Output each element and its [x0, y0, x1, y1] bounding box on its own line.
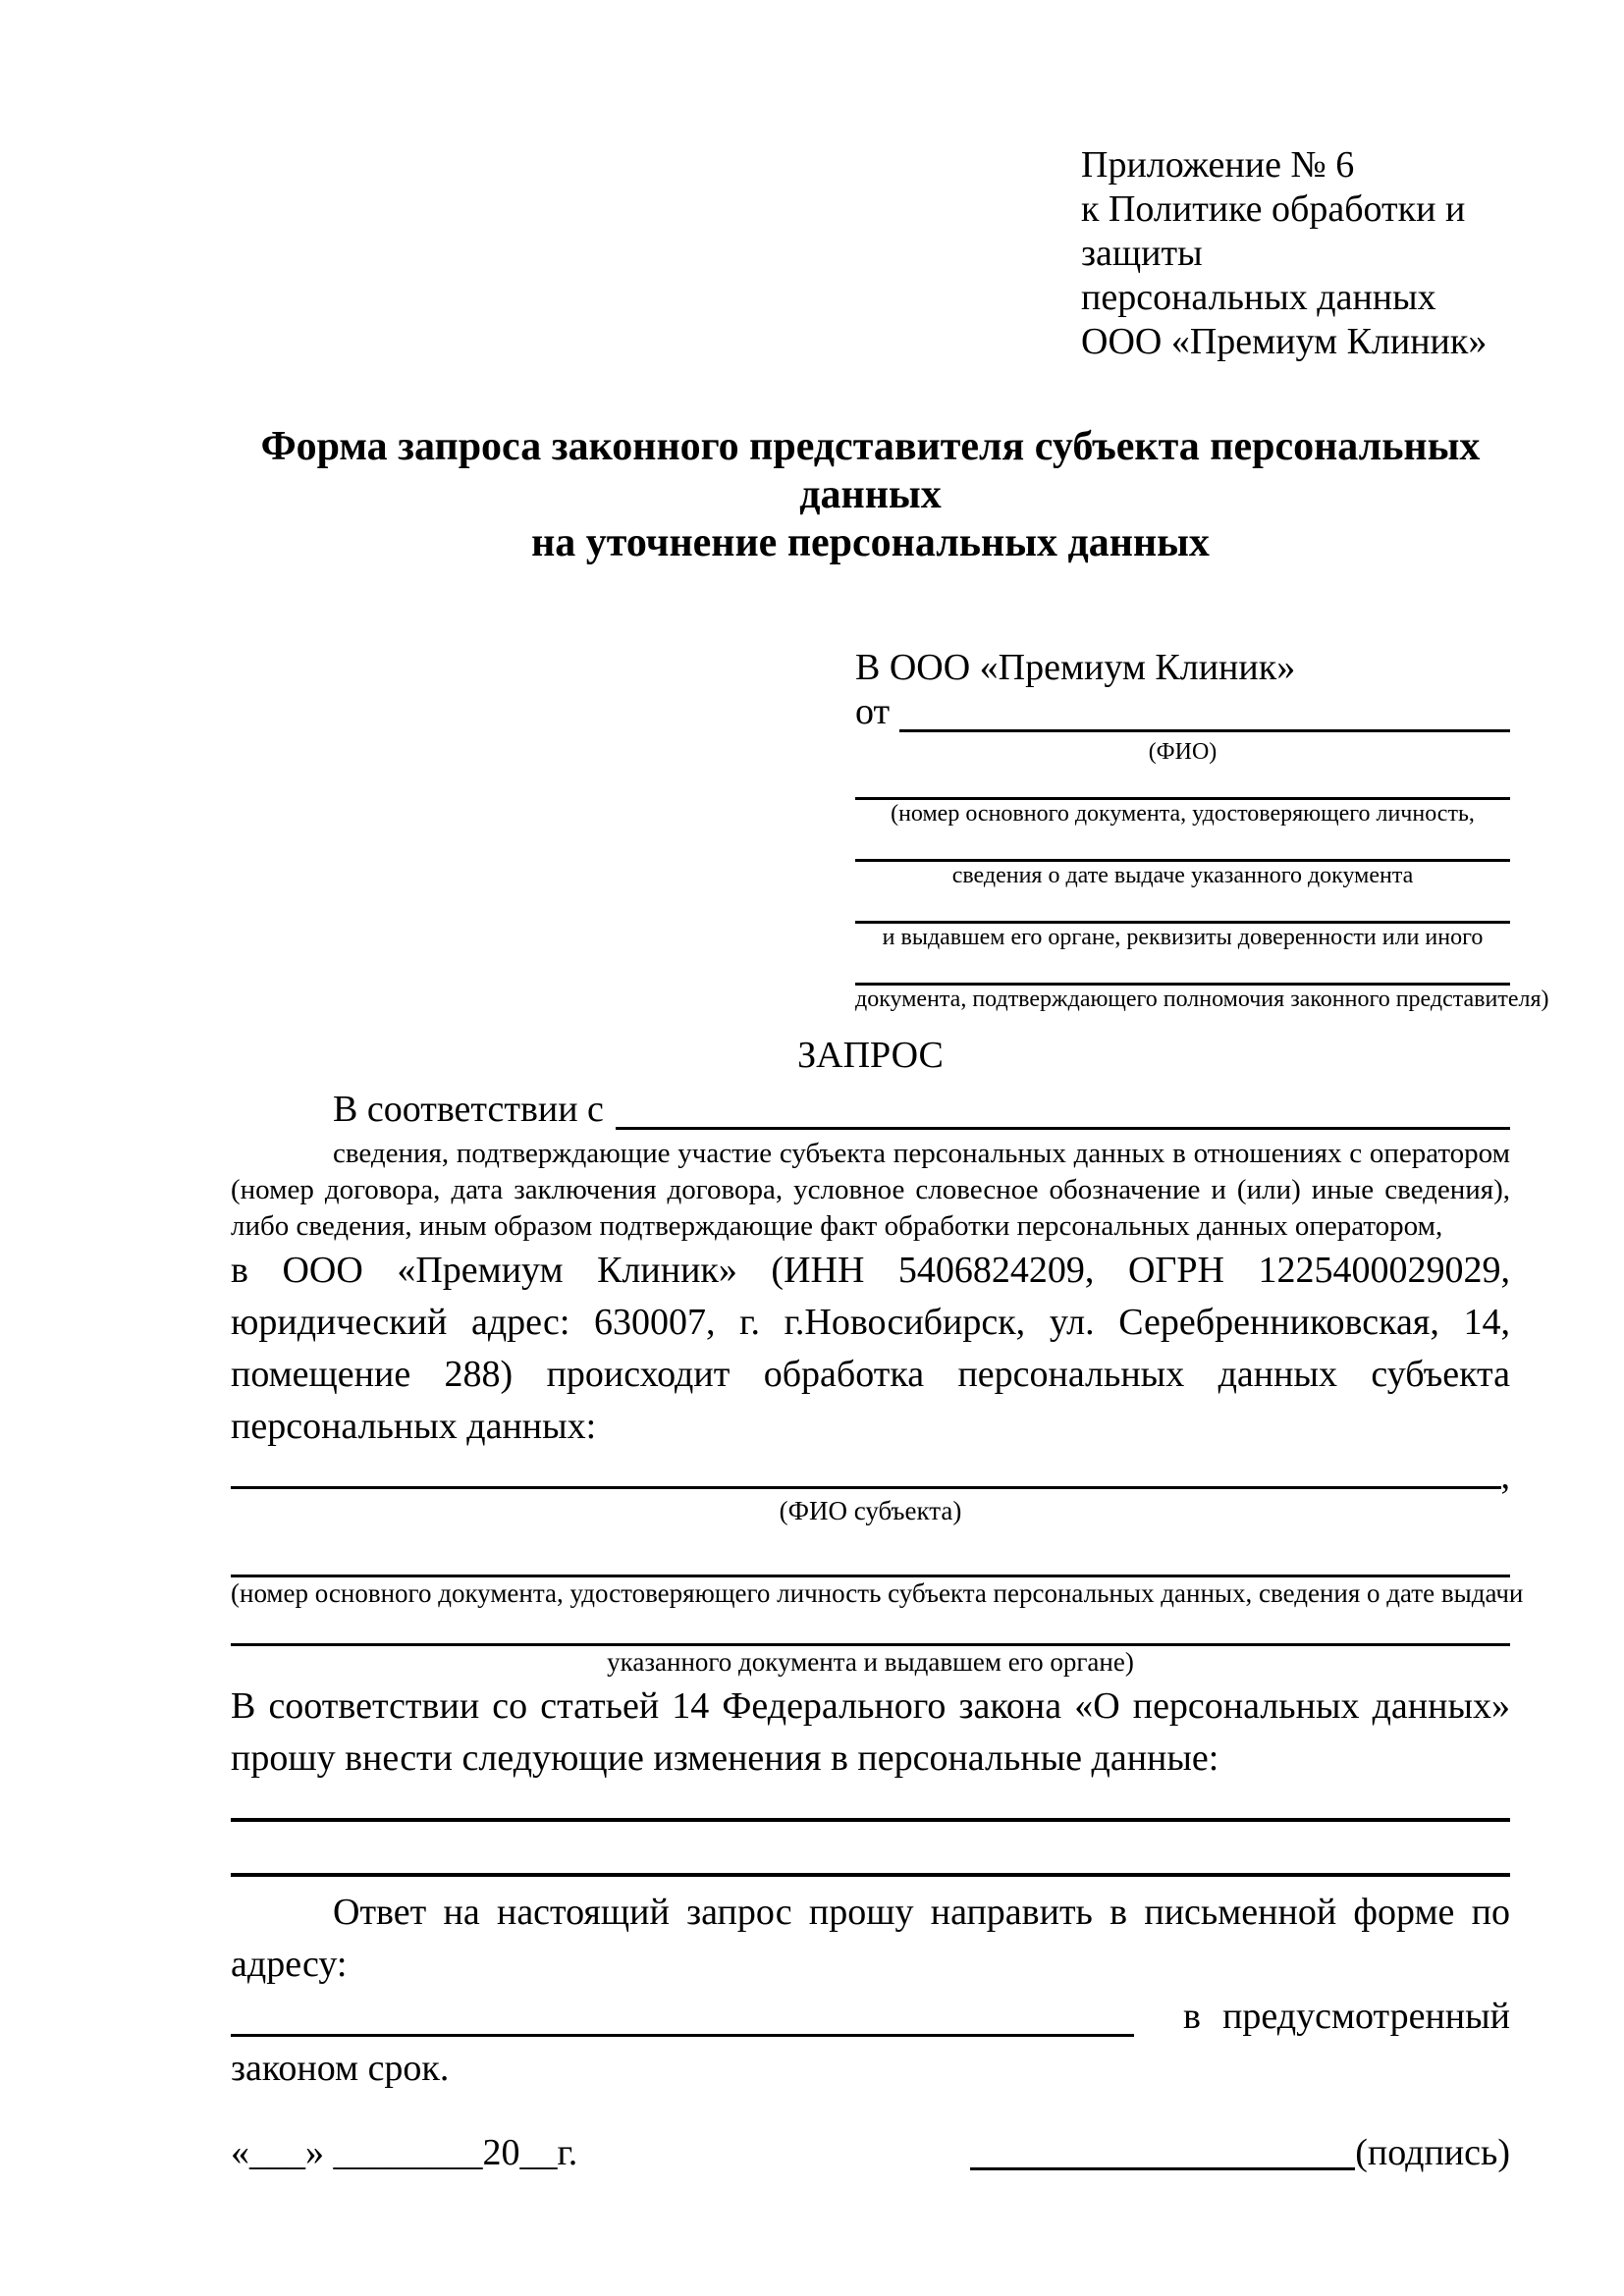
- subject-doc-fill-line: [231, 1610, 1510, 1646]
- date-blank: «___» ________20__г.: [231, 2132, 578, 2173]
- amendment-paragraph: В соответствии со статьей 14 Федерального закона «О персональных данных» прошу внести следующие изменения в персональные данные:: [231, 1685, 1510, 1779]
- signature-caption: (подпись): [1355, 2132, 1510, 2173]
- signature-group: [970, 2128, 1510, 2177]
- fio-caption: (ФИО): [1148, 739, 1218, 765]
- annex-header-line: персональных данных: [1081, 277, 1436, 318]
- basis-field-row: [231, 1088, 1510, 1136]
- reply-tail: [1134, 1991, 1510, 2043]
- representative-doc-fill-line: [855, 890, 1510, 924]
- form-title-line2: на уточнение персональных данных: [531, 520, 1210, 565]
- reply-sentence: Ответ на настоящий запрос прошу направить в письменной форме по адресу:: [231, 1892, 1510, 1985]
- trailing-comma: ,: [1500, 1456, 1510, 1497]
- changes-fill-line: [231, 1873, 1510, 1877]
- subject-doc-fill-line: [231, 1527, 1510, 1577]
- form-title-line1: Форма запроса законного представителя субъекта персональных данных: [260, 424, 1481, 517]
- representative-doc-caption: и выдавшем его органе, реквизиты доверенности или иного: [882, 925, 1484, 950]
- subject-fio-fill-line: [231, 1455, 1501, 1489]
- from-label: от: [855, 691, 891, 732]
- basis-lead-text: В соответствии с: [333, 1089, 604, 1130]
- date-signature-row: [231, 2128, 1510, 2177]
- subject-fio-field-row: [231, 1455, 1510, 1495]
- reply-tail-word: в: [1183, 1996, 1201, 2037]
- basis-fill-line: [616, 1088, 1510, 1130]
- representative-doc-caption: документа, подтверждающего полномочия законного представителя): [855, 987, 1549, 1012]
- subject-doc-caption-2: указанного документа и выдавшем его органе): [607, 1647, 1134, 1677]
- reply-tail-line2: законом срок.: [231, 2048, 450, 2089]
- representative-doc-fill-line: [855, 828, 1510, 862]
- annex-header: [1081, 143, 1510, 364]
- representative-doc-caption: (номер основного документа, удостоверяющего личность,: [891, 801, 1475, 827]
- form-title: [231, 423, 1510, 567]
- basis-footnote: сведения, подтверждающие участие субъекта персональных данных в отношениях с оператором (номер договора, дата заключения договора, условное словесное обозначение и (или) иные сведения), либо сведения, иным образом подтверждающие факт обработки персональных данных оператором,: [231, 1138, 1510, 1242]
- annex-header-line: Приложение № 6: [1081, 144, 1355, 186]
- operator-paragraph: в ООО «Премиум Клиник» (ИНН 5406824209, ОГРН 1225400029029, юридический адрес: 630007, г. г.Новосибирск, ул. Серебренниковская, 14, помещение 288) происходит обработка персональных данных субъекта персональных данных:: [231, 1250, 1510, 1447]
- representative-doc-fill-line: [855, 767, 1510, 800]
- subject-doc-caption-1: (номер основного документа, удостоверяющего личность субъекта персональных данных, сведения о дате выдачи: [231, 1578, 1524, 1608]
- from-field-row: [855, 690, 1510, 738]
- annex-header-line: к Политике обработки и защиты: [1081, 188, 1466, 274]
- reply-tail-word: предусмотренный: [1222, 1996, 1510, 2037]
- representative-doc-fill-line: [855, 952, 1510, 986]
- reply-address-fill-line: [231, 1991, 1134, 2037]
- reply-address-field-row: [231, 1991, 1510, 2043]
- subject-fio-caption: (ФИО субъекта): [779, 1496, 962, 1525]
- request-heading: ЗАПРОС: [797, 1035, 944, 1076]
- addressee-organization: В ООО «Премиум Клиник»: [855, 647, 1296, 688]
- annex-header-line: ООО «Премиум Клиник»: [1081, 321, 1488, 362]
- addressee-block: [855, 646, 1549, 1014]
- from-fill-line: [899, 690, 1510, 732]
- signature-fill-line: [970, 2128, 1355, 2170]
- changes-fill-line: [231, 1818, 1510, 1822]
- representative-doc-caption: сведения о дате выдаче указанного документа: [951, 863, 1414, 888]
